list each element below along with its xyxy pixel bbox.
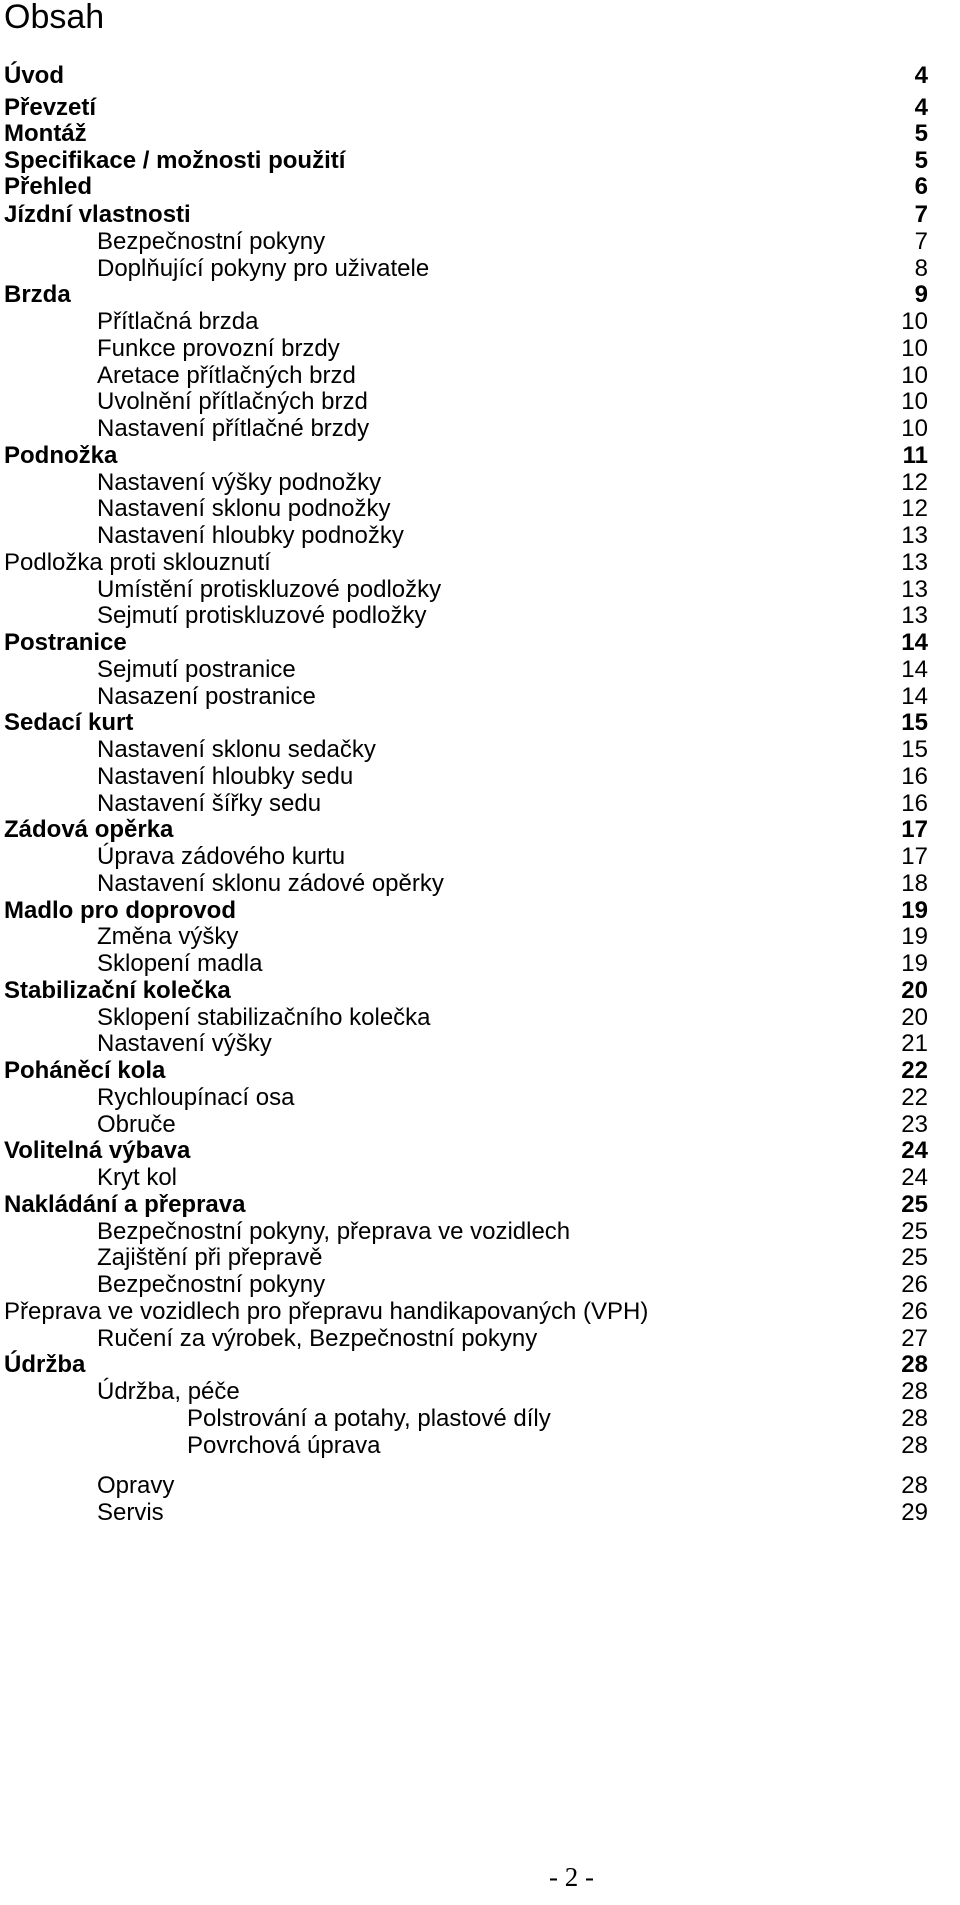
toc-entry-page-number: 14 [901,629,928,656]
toc-entry-title: Funkce provozní brzdy [97,335,340,362]
toc-entry-title: Nastavení sklonu zádové opěrky [97,870,444,897]
toc-entry-title: Montáž [4,120,87,147]
toc-entry-title: Sejmutí postranice [97,656,296,683]
toc-entry-page-number: 26 [901,1271,928,1298]
toc-entry-title: Madlo pro doprovod [4,897,236,924]
toc-entry-page-number: 20 [901,977,928,1004]
toc-entry-title: Povrchová úprava [187,1432,381,1459]
toc-entry-page-number: 16 [901,790,928,817]
toc-entry-title: Uvolnění přítlačných brzd [97,388,368,415]
toc-entry-page-number: 12 [901,495,928,522]
toc-entry-page-number: 28 [901,1472,928,1499]
toc-entry-page-number: 19 [901,897,928,924]
toc-entry-page-number: 28 [901,1378,928,1405]
toc-entry-page-number: 6 [914,173,928,200]
toc-entry-title: Postranice [4,629,127,656]
toc-entry-page-number: 10 [901,388,928,415]
toc-entry-title: Ručení za výrobek, Bezpečnostní pokyny [97,1325,538,1352]
toc-entry-page-number: 15 [901,709,928,736]
toc-entry-title: Bezpečnostní pokyny, přeprava ve vozidlech [97,1218,571,1245]
toc-entry-title: Nastavení výšky [97,1030,272,1057]
toc-entry-title: Aretace přítlačných brzd [97,362,356,389]
toc-entry-title: Nastavení hloubky podnožky [97,522,404,549]
toc-entry-title: Specifikace / možnosti použití [4,147,346,174]
toc-entry-title: Opravy [97,1472,175,1499]
toc-entry-title: Umístění protiskluzové podložky [97,576,442,603]
toc-entry-title: Polstrování a potahy, plastové díly [187,1405,551,1432]
toc-entry-page-number: 5 [914,147,928,174]
toc-entry-page-number: 28 [901,1432,928,1459]
toc-entry-title: Podnožka [4,442,118,469]
page-title: Obsah [4,0,105,36]
toc-entry [0,1430,960,1462]
toc-entry-page-number: 7 [914,201,928,228]
toc-entry-page-number: 10 [901,308,928,335]
toc-entry-page-number: 18 [901,870,928,897]
toc-entry-title: Změna výšky [97,923,239,950]
toc-entry-title: Sklopení stabilizačního kolečka [97,1004,431,1031]
toc-entry-title: Servis [97,1499,164,1526]
toc-entry-title: Nastavení výšky podnožky [97,469,382,496]
toc-entry-title: Nasazení postranice [97,683,316,710]
toc-entry-page-number: 22 [901,1057,928,1084]
toc-entry-title: Údržba, péče [97,1378,240,1405]
toc-entry-title: Přítlačná brzda [97,308,259,335]
toc-entry-page-number: 10 [901,415,928,442]
toc-entry-title: Stabilizační kolečka [4,977,231,1004]
toc-entry-title: Obruče [97,1111,176,1138]
toc-entry-title: Kryt kol [97,1164,178,1191]
toc-entry-page-number: 20 [901,1004,928,1031]
toc-entry-page-number: 21 [901,1030,928,1057]
toc-entry [0,1497,960,1529]
toc-entry-page-number: 14 [901,683,928,710]
toc-entry-page-number: 4 [914,62,928,89]
toc-entry-page-number: 19 [901,950,928,977]
toc-entry-page-number: 11 [902,442,928,469]
toc-entry-page-number: 19 [901,923,928,950]
toc-entry-page-number: 29 [901,1499,928,1526]
toc-entry-page-number: 8 [914,255,928,282]
toc-entry-page-number: 10 [901,362,928,389]
page-number: - 2 - [549,1862,594,1892]
toc-entry [0,60,960,92]
toc-entry-title: Nastavení přítlačné brzdy [97,415,370,442]
toc-entry-title: Volitelná výbava [4,1137,191,1164]
toc-entry-page-number: 23 [901,1111,928,1138]
toc-entry-title: Zajištění při přepravě [97,1244,323,1271]
toc-entry-page-number: 28 [901,1351,928,1378]
toc-entry-title: Nakládání a přeprava [4,1191,246,1218]
toc-entry-page-number: 27 [901,1325,928,1352]
toc-entry-page-number: 12 [901,469,928,496]
toc-entry-page-number: 7 [914,228,928,255]
toc-entry-page-number: 5 [914,120,928,147]
toc-entry-title: Sejmutí protiskluzové podložky [97,602,427,629]
toc-entry-title: Nastavení hloubky sedu [97,763,354,790]
toc-entry-title: Sklopení madla [97,950,263,977]
toc-entry-page-number: 4 [914,94,928,121]
toc-entry-page-number: 25 [901,1191,928,1218]
toc-entry-title: Podložka proti sklouznutí [4,549,271,576]
toc-entry-title: Nastavení šířky sedu [97,790,322,817]
toc-entry-title: Úvod [4,62,64,89]
toc-entry-title: Převzetí [4,94,97,121]
toc-entry-title: Nastavení sklonu podnožky [97,495,391,522]
toc-entry-page-number: 28 [901,1405,928,1432]
toc-entry-title: Přehled [4,173,93,200]
toc-entry-page-number: 14 [901,656,928,683]
toc-entry-page-number: 13 [901,576,928,603]
toc-entry-page-number: 13 [901,522,928,549]
toc-entry-page-number: 16 [901,763,928,790]
toc-entry-page-number: 13 [901,549,928,576]
toc-entry-page-number: 22 [901,1084,928,1111]
toc-entry-title: Přeprava ve vozidlech pro přepravu handikapovaných (VPH) [4,1298,649,1325]
toc-entry-page-number: 24 [901,1164,928,1191]
toc-entry-title: Nastavení sklonu sedačky [97,736,376,763]
toc-entry-page-number: 25 [901,1244,928,1271]
toc-entry-page-number: 24 [901,1137,928,1164]
toc-entry-title: Doplňující pokyny pro uživatele [97,255,430,282]
toc-entry-title: Zádová opěrka [4,816,174,843]
toc-entry-page-number: 10 [901,335,928,362]
toc-entry-page-number: 17 [901,816,928,843]
toc-entry-title: Úprava zádového kurtu [97,843,346,870]
toc-entry-page-number: 26 [901,1298,928,1325]
toc-entry-title: Jízdní vlastnosti [4,201,191,228]
toc-entry-title: Údržba [4,1351,86,1378]
toc-entry-title: Bezpečnostní pokyny [97,228,326,255]
toc-entry-title: Sedací kurt [4,709,134,736]
toc-entry-title: Bezpečnostní pokyny [97,1271,326,1298]
toc-entry-title: Brzda [4,281,71,308]
toc-entry-page-number: 25 [901,1218,928,1245]
toc-entry-page-number: 17 [901,843,928,870]
toc-entry-title: Poháněcí kola [4,1057,166,1084]
toc-entry-page-number: 15 [901,736,928,763]
toc-entry-title: Rychloupínací osa [97,1084,295,1111]
toc-entry-page-number: 9 [914,281,928,308]
toc-entry-page-number: 13 [901,602,928,629]
